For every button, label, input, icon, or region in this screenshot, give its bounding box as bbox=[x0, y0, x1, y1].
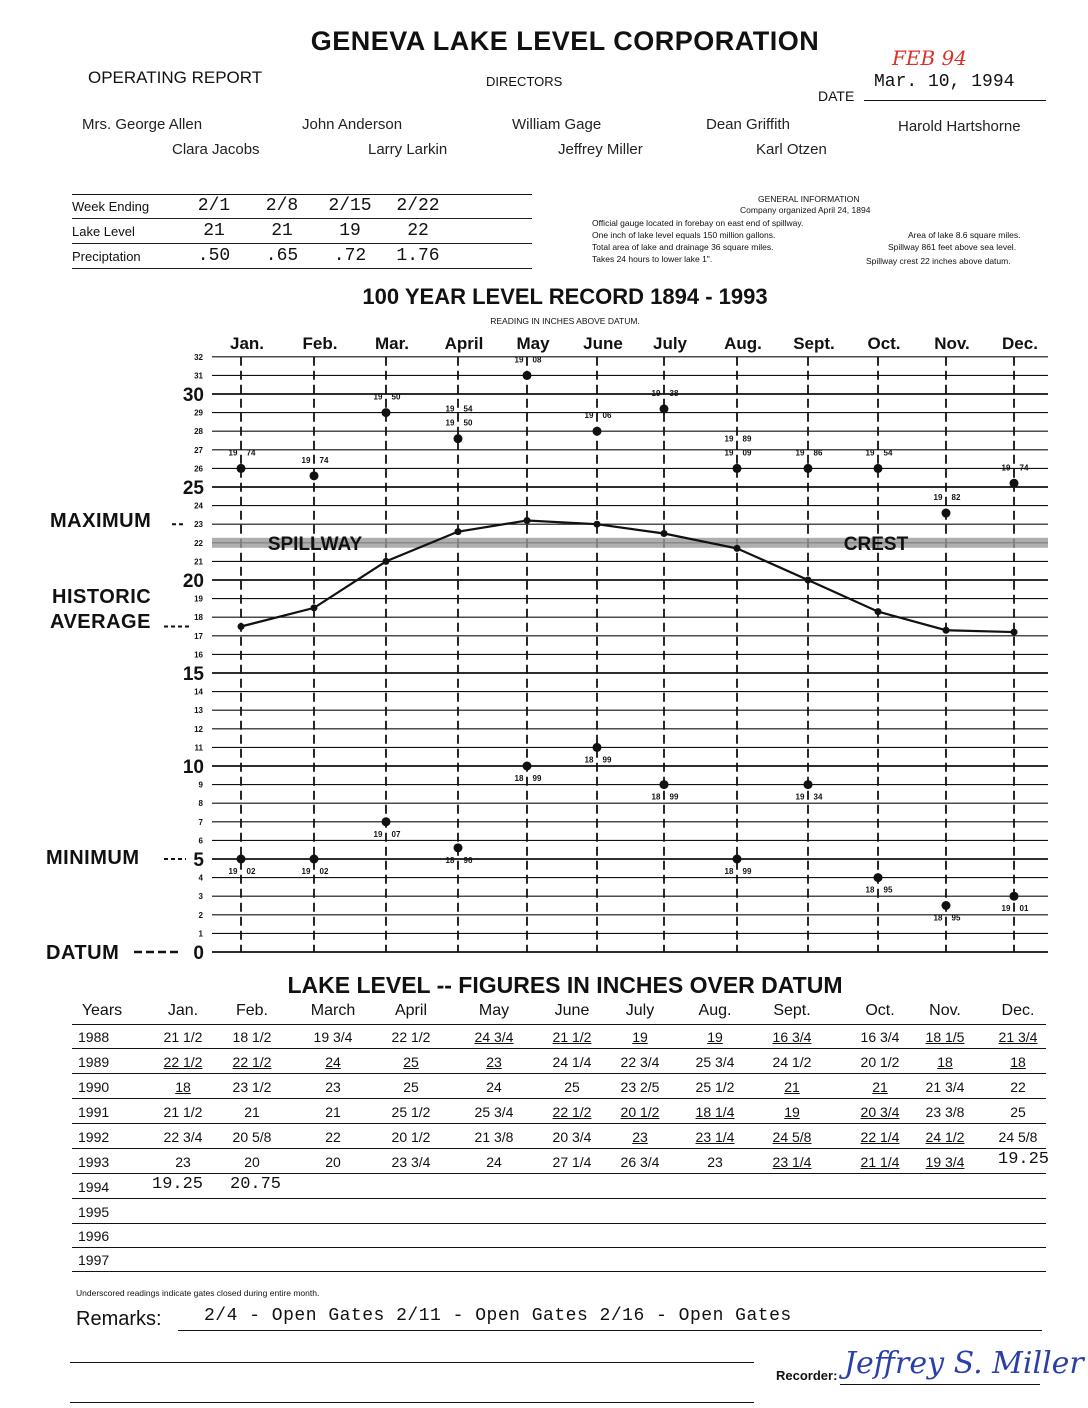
maximum-year-label: 38 bbox=[669, 388, 679, 398]
table-cell: 22 3/4 bbox=[163, 1129, 203, 1145]
column-header: June bbox=[554, 1002, 590, 1019]
minimum-year-label: 95 bbox=[883, 885, 893, 895]
remarks-line bbox=[178, 1330, 1042, 1331]
month-label: Aug. bbox=[724, 334, 762, 353]
table-cell: 16 3/4 bbox=[860, 1029, 900, 1045]
table-cell: 16 3/4 bbox=[772, 1029, 812, 1045]
y-major-tick-label: 5 bbox=[193, 850, 204, 871]
maximum-year-label: 19 bbox=[1001, 463, 1011, 473]
precipitation-value: .65 bbox=[248, 244, 316, 269]
minimum-year-label: 99 bbox=[532, 774, 542, 783]
director-name: Larry Larkin bbox=[368, 141, 448, 158]
remarks-text: 2/4 - Open Gates 2/11 - Open Gates 2/16 - Open Gates bbox=[204, 1306, 792, 1326]
maximum-point bbox=[733, 464, 742, 473]
y-major-tick-label: 10 bbox=[182, 757, 204, 778]
y-minor-tick-label: 12 bbox=[194, 724, 203, 734]
table-cell: 25 1/2 bbox=[695, 1079, 735, 1095]
director-name: Dean Griffith bbox=[706, 116, 790, 133]
maximum-year-label: 19 bbox=[724, 448, 734, 458]
table-cell: 23 3/4 bbox=[391, 1154, 431, 1170]
table-cell: 25 bbox=[403, 1079, 419, 1095]
column-header: Dec. bbox=[1001, 1002, 1035, 1019]
average-point bbox=[238, 623, 245, 630]
y-minor-tick-label: 7 bbox=[198, 817, 203, 827]
y-minor-tick-label: 3 bbox=[198, 892, 203, 902]
typed-value: 19.25 bbox=[152, 1175, 204, 1194]
minimum-year-label: 18 bbox=[724, 867, 734, 876]
director-name: John Anderson bbox=[302, 116, 403, 133]
table-cell: 24 3/4 bbox=[474, 1029, 514, 1045]
table-cell: 24 bbox=[325, 1054, 341, 1070]
maximum-year-label: 19 bbox=[584, 411, 594, 421]
average-point bbox=[805, 577, 812, 584]
y-minor-tick-label: 19 bbox=[194, 594, 203, 604]
minimum-year-label: 18 bbox=[933, 913, 943, 923]
maximum-year-label: 50 bbox=[463, 418, 473, 428]
maximum-year-label: 86 bbox=[813, 448, 823, 458]
minimum-year-label: 18 bbox=[445, 855, 455, 865]
table-cell: 21 3/4 bbox=[925, 1079, 965, 1095]
minimum-year-label: 34 bbox=[813, 792, 823, 802]
table-cell: 19 3/4 bbox=[313, 1029, 353, 1045]
month-label: Sept. bbox=[793, 334, 835, 353]
average-point bbox=[455, 528, 462, 535]
table-cell: 23 bbox=[486, 1054, 502, 1070]
minimum-point bbox=[382, 817, 391, 826]
average-point bbox=[383, 558, 390, 565]
typed-value: 20.75 bbox=[230, 1175, 282, 1194]
y-minor-tick-label: 14 bbox=[194, 687, 203, 697]
minimum-point bbox=[237, 855, 246, 864]
table-cell: 20 1/2 bbox=[620, 1104, 660, 1120]
table-cell: 21 1/2 bbox=[552, 1029, 592, 1045]
column-header: March bbox=[310, 1002, 356, 1019]
handwritten-note: FEB 94 bbox=[892, 46, 967, 70]
minimum-label: MINIMUM bbox=[46, 847, 140, 869]
y-minor-tick-label: 21 bbox=[194, 557, 203, 567]
table-cell: 18 1/4 bbox=[695, 1104, 735, 1120]
date-value: Mar. 10, 1994 bbox=[874, 72, 1015, 92]
table-cell: 20 3/4 bbox=[860, 1104, 900, 1120]
maximum-year-label: 74 bbox=[246, 448, 256, 458]
minimum-point bbox=[942, 901, 951, 910]
column-header: April bbox=[394, 1002, 427, 1019]
table-cell: 18 bbox=[937, 1054, 953, 1070]
week-value: 2/1 bbox=[180, 194, 248, 219]
table-cell: 25 bbox=[403, 1054, 419, 1070]
year-label: 1995 bbox=[78, 1204, 110, 1220]
general-info-line: Official gauge located in forebay on east end of spillway. bbox=[592, 218, 804, 228]
table-cell: 20 5/8 bbox=[232, 1129, 272, 1145]
year-label: 1996 bbox=[78, 1228, 110, 1244]
minimum-year-label: 18 bbox=[514, 774, 524, 783]
table-cell: 24 1/2 bbox=[925, 1129, 965, 1145]
y-minor-tick-label: 32 bbox=[194, 352, 203, 362]
table-cell: 21 3/4 bbox=[998, 1029, 1038, 1045]
y-minor-tick-label: 18 bbox=[194, 613, 203, 623]
maximum-year-label: 54 bbox=[883, 448, 893, 458]
table-cell: 25 bbox=[1010, 1104, 1026, 1120]
table-cell: 20 1/2 bbox=[860, 1054, 900, 1070]
table-title: LAKE LEVEL -- FIGURES IN INCHES OVER DATUM bbox=[287, 972, 843, 998]
lake-level-value: 19 bbox=[316, 219, 384, 244]
table-cell: 24 bbox=[486, 1154, 502, 1170]
recorder-label: Recorder: bbox=[776, 1368, 838, 1383]
table-cell: 19 bbox=[784, 1104, 800, 1120]
minimum-point bbox=[310, 855, 319, 864]
maximum-year-label: 19 bbox=[795, 448, 805, 458]
remarks-line-2 bbox=[70, 1362, 754, 1363]
month-label: July bbox=[652, 334, 688, 353]
directors-label: DIRECTORS bbox=[486, 74, 563, 89]
table-cell: 21 1/2 bbox=[163, 1104, 203, 1120]
chart-subtitle: READING IN INCHES ABOVE DATUM. bbox=[490, 316, 640, 326]
month-label: Feb. bbox=[302, 334, 338, 353]
column-header: Jan. bbox=[167, 1002, 199, 1019]
minimum-year-label: 18 bbox=[651, 792, 661, 802]
table-cell: 22 bbox=[1010, 1079, 1026, 1095]
week-value: 2/15 bbox=[316, 194, 384, 219]
minimum-year-label: 18 bbox=[584, 755, 594, 765]
maximum-point bbox=[1010, 479, 1019, 488]
year-label: 1991 bbox=[78, 1104, 110, 1120]
maximum-year-label: 19 bbox=[514, 355, 524, 365]
y-minor-tick-label: 29 bbox=[194, 408, 203, 418]
column-header: Oct. bbox=[865, 1002, 895, 1019]
table-cell: 22 bbox=[325, 1129, 341, 1145]
y-major-tick-label: 0 bbox=[193, 943, 204, 964]
table-cell: 25 3/4 bbox=[695, 1054, 735, 1070]
maximum-year-label: 19 bbox=[445, 418, 455, 428]
month-label: Dec. bbox=[1002, 334, 1038, 353]
maximum-year-label: 19 bbox=[445, 404, 455, 414]
minimum-year-label: 99 bbox=[742, 867, 752, 876]
column-header: Nov. bbox=[929, 1002, 961, 1019]
table-cell: 23 bbox=[707, 1154, 723, 1170]
month-label: June bbox=[583, 334, 623, 353]
minimum-year-label: 07 bbox=[391, 829, 401, 839]
minimum-point bbox=[660, 780, 669, 789]
row-label: Lake Level bbox=[72, 219, 180, 244]
remarks-line-3 bbox=[70, 1402, 754, 1403]
column-header: July bbox=[625, 1002, 655, 1019]
year-label: 1994 bbox=[78, 1179, 110, 1195]
typed-value: 19.25 bbox=[998, 1150, 1050, 1169]
report-label: OPERATING REPORT bbox=[88, 68, 263, 87]
director-name: Jeffrey Miller bbox=[558, 141, 643, 158]
y-major-tick-label: 20 bbox=[182, 571, 204, 592]
table-cell: 21 1/2 bbox=[163, 1029, 203, 1045]
maximum-year-label: 54 bbox=[463, 404, 473, 414]
table-cell: 23 bbox=[632, 1129, 648, 1145]
table-cell: 24 1/4 bbox=[552, 1054, 592, 1070]
table-cell: 26 3/4 bbox=[620, 1154, 660, 1170]
column-header: Years bbox=[81, 1002, 123, 1019]
table-cell: 21 bbox=[784, 1079, 800, 1095]
table-cell: 25 1/2 bbox=[391, 1104, 431, 1120]
minimum-year-label: 02 bbox=[319, 867, 329, 876]
maximum-year-label: 89 bbox=[742, 434, 752, 444]
y-major-tick-label: 30 bbox=[182, 385, 204, 406]
average-label: AVERAGE bbox=[50, 611, 151, 633]
month-label: Oct. bbox=[867, 334, 901, 353]
chart-title: 100 YEAR LEVEL RECORD 1894 - 1993 bbox=[362, 284, 768, 309]
general-info-line: Spillway crest 22 inches above datum. bbox=[866, 256, 1011, 266]
maximum-point bbox=[523, 371, 532, 380]
y-minor-tick-label: 16 bbox=[194, 650, 203, 660]
table-cell: 23 3/8 bbox=[925, 1104, 965, 1120]
maximum-year-label: 09 bbox=[742, 448, 752, 458]
historic-label: HISTORIC bbox=[52, 586, 152, 608]
year-label: 1989 bbox=[78, 1054, 110, 1070]
column-header: Sept. bbox=[773, 1002, 811, 1019]
maximum-point bbox=[593, 427, 602, 436]
table-cell: 24 5/8 bbox=[998, 1129, 1038, 1145]
director-name: Clara Jacobs bbox=[172, 141, 260, 158]
table-cell: 22 3/4 bbox=[620, 1054, 660, 1070]
average-point bbox=[311, 604, 318, 611]
maximum-year-label: 82 bbox=[951, 493, 961, 503]
y-minor-tick-label: 9 bbox=[198, 780, 203, 790]
y-minor-tick-label: 13 bbox=[194, 706, 203, 716]
maximum-year-label: 50 bbox=[391, 392, 401, 402]
date-label: DATE bbox=[818, 88, 855, 104]
table-cell: 27 1/4 bbox=[552, 1154, 592, 1170]
precipitation-value: .72 bbox=[316, 244, 384, 269]
director-name: Harold Hartshorne bbox=[898, 118, 1021, 135]
y-minor-tick-label: 23 bbox=[194, 520, 203, 530]
y-minor-tick-label: 24 bbox=[194, 501, 203, 511]
minimum-point bbox=[454, 843, 463, 852]
table-cell: 19 bbox=[632, 1029, 648, 1045]
minimum-point bbox=[1010, 892, 1019, 901]
maximum-year-label: 19 bbox=[933, 493, 943, 503]
table-cell: 20 3/4 bbox=[552, 1129, 592, 1145]
table-cell: 20 bbox=[244, 1154, 260, 1170]
y-minor-tick-label: 17 bbox=[194, 631, 203, 641]
general-info-heading: GENERAL INFORMATION bbox=[758, 194, 860, 204]
crest-text: CREST bbox=[843, 533, 909, 555]
table-cell: 23 2/5 bbox=[620, 1079, 660, 1095]
y-minor-tick-label: 28 bbox=[194, 427, 203, 437]
maximum-point bbox=[382, 408, 391, 417]
minimum-year-label: 95 bbox=[951, 913, 961, 923]
row-label: Week Ending bbox=[72, 194, 180, 219]
general-info-line: Takes 24 hours to lower lake 1". bbox=[592, 254, 713, 264]
minimum-year-label: 19 bbox=[301, 867, 311, 876]
minimum-year-label: 19 bbox=[373, 829, 383, 839]
month-label: Nov. bbox=[934, 334, 970, 353]
table-cell: 22 1/2 bbox=[163, 1054, 203, 1070]
minimum-year-label: 99 bbox=[602, 755, 612, 765]
average-point bbox=[1011, 629, 1018, 636]
maximum-year-label: 74 bbox=[1019, 463, 1029, 473]
row-label: Preciptation bbox=[72, 244, 180, 269]
column-header: May bbox=[478, 1002, 510, 1019]
minimum-year-label: 18 bbox=[865, 885, 875, 895]
general-info-line: Company organized April 24, 1894 bbox=[740, 205, 871, 215]
table-cell: 21 bbox=[872, 1079, 888, 1095]
y-minor-tick-label: 2 bbox=[198, 910, 203, 920]
table-cell: 20 1/2 bbox=[391, 1129, 431, 1145]
y-minor-tick-label: 11 bbox=[194, 743, 203, 753]
general-info-line: Spillway 861 feet above sea level. bbox=[888, 242, 1017, 252]
table-cell: 23 bbox=[325, 1079, 341, 1095]
maximum-point bbox=[237, 464, 246, 473]
table-cell: 21 1/4 bbox=[860, 1154, 900, 1170]
month-label: Mar. bbox=[374, 334, 410, 353]
table-cell: 18 1/5 bbox=[925, 1029, 965, 1045]
y-minor-tick-label: 26 bbox=[194, 464, 203, 474]
table-cell: 24 5/8 bbox=[772, 1129, 812, 1145]
maximum-label: MAXIMUM bbox=[50, 510, 152, 532]
average-point bbox=[524, 517, 531, 524]
table-cell: 22 1/4 bbox=[860, 1129, 900, 1145]
director-name: William Gage bbox=[512, 116, 602, 133]
table-cell: 23 1/4 bbox=[695, 1129, 735, 1145]
table-cell: 25 bbox=[564, 1079, 580, 1095]
month-label: May bbox=[516, 334, 550, 353]
maximum-year-label: 19 bbox=[301, 455, 311, 465]
table-cell: 24 bbox=[486, 1079, 502, 1095]
minimum-year-label: 02 bbox=[246, 867, 256, 876]
maximum-year-label: 19 bbox=[865, 448, 875, 458]
year-label: 1992 bbox=[78, 1129, 110, 1145]
table-cell: 22 1/2 bbox=[232, 1054, 272, 1070]
table-cell: 18 1/2 bbox=[232, 1029, 272, 1045]
average-point bbox=[943, 627, 950, 634]
maximum-point bbox=[874, 464, 883, 473]
minimum-year-label: 19 bbox=[1001, 904, 1011, 914]
precipitation-value: .50 bbox=[180, 244, 248, 269]
lake-level-value: 22 bbox=[384, 219, 452, 244]
general-info-line: Area of lake 8.6 square miles. bbox=[908, 230, 1021, 240]
table-cell: 18 bbox=[1010, 1054, 1026, 1070]
table-cell: 20 bbox=[325, 1154, 341, 1170]
director-name: Mrs. George Allen bbox=[82, 116, 203, 133]
minimum-point bbox=[804, 780, 813, 789]
underscore-note: Underscored readings indicate gates closed during entire month. bbox=[76, 1288, 320, 1298]
column-header: Aug. bbox=[698, 1002, 732, 1019]
y-minor-tick-label: 31 bbox=[194, 371, 203, 381]
minimum-point bbox=[523, 762, 532, 771]
maximum-year-label: 06 bbox=[602, 411, 612, 421]
average-point bbox=[661, 530, 668, 537]
table-cell: 22 1/2 bbox=[552, 1104, 592, 1120]
y-major-tick-label: 15 bbox=[182, 664, 204, 685]
year-label: 1990 bbox=[78, 1079, 110, 1095]
year-label: 1997 bbox=[78, 1252, 110, 1268]
maximum-point bbox=[454, 434, 463, 443]
table-cell: 19 bbox=[707, 1029, 723, 1045]
lake-level-value: 21 bbox=[180, 219, 248, 244]
table-cell: 21 bbox=[244, 1104, 260, 1120]
y-minor-tick-label: 4 bbox=[198, 873, 203, 883]
document-title: GENEVA LAKE LEVEL CORPORATION bbox=[310, 26, 820, 56]
y-minor-tick-label: 22 bbox=[194, 538, 203, 548]
lake-level-value: 21 bbox=[248, 219, 316, 244]
maximum-year-label: 19 bbox=[651, 388, 661, 398]
table-cell: 24 1/2 bbox=[772, 1054, 812, 1070]
y-minor-tick-label: 6 bbox=[198, 836, 203, 846]
table-cell: 21 bbox=[325, 1104, 341, 1120]
week-value: 2/22 bbox=[384, 194, 452, 219]
minimum-year-label: 01 bbox=[1019, 904, 1029, 914]
table-cell: 23 1/2 bbox=[232, 1079, 272, 1095]
remarks-label: Remarks: bbox=[76, 1308, 162, 1330]
minimum-point bbox=[733, 855, 742, 864]
table-cell: 25 3/4 bbox=[474, 1104, 514, 1120]
average-point bbox=[594, 521, 601, 528]
datum-label: DATUM bbox=[46, 942, 120, 964]
maximum-year-label: 19 bbox=[228, 448, 238, 458]
y-major-tick-label: 25 bbox=[182, 478, 204, 499]
recorder-signature: Jeffrey S. Miller bbox=[844, 1346, 1084, 1381]
director-name: Karl Otzen bbox=[756, 141, 827, 158]
minimum-point bbox=[593, 743, 602, 752]
maximum-year-label: 74 bbox=[319, 455, 329, 465]
maximum-year-label: 08 bbox=[532, 355, 542, 365]
minimum-point bbox=[874, 873, 883, 882]
month-label: April bbox=[444, 334, 484, 353]
minimum-year-label: 96 bbox=[463, 855, 473, 865]
y-minor-tick-label: 27 bbox=[194, 445, 203, 455]
table-cell: 22 1/2 bbox=[391, 1029, 431, 1045]
table-cell: 23 1/4 bbox=[772, 1154, 812, 1170]
maximum-point bbox=[660, 404, 669, 413]
month-label: Jan. bbox=[229, 334, 265, 353]
year-label: 1988 bbox=[78, 1029, 110, 1045]
column-header: Feb. bbox=[235, 1002, 268, 1019]
minimum-year-label: 19 bbox=[228, 867, 238, 876]
y-minor-tick-label: 8 bbox=[198, 799, 203, 809]
maximum-point bbox=[804, 464, 813, 473]
recorder-line bbox=[840, 1384, 1040, 1385]
table-cell: 21 3/8 bbox=[474, 1129, 514, 1145]
table-cell: 19 3/4 bbox=[925, 1154, 965, 1170]
general-info-line: Total area of lake and drainage 36 square miles. bbox=[592, 242, 774, 252]
maximum-year-label: 19 bbox=[724, 434, 734, 444]
average-point bbox=[734, 545, 741, 552]
week-value: 2/8 bbox=[248, 194, 316, 219]
maximum-year-label: 19 bbox=[373, 392, 383, 402]
table-cell: 23 bbox=[175, 1154, 191, 1170]
maximum-point bbox=[310, 471, 319, 480]
spillway-text: SPILLWAY bbox=[267, 533, 363, 555]
year-label: 1993 bbox=[78, 1154, 110, 1170]
minimum-year-label: 19 bbox=[795, 792, 805, 802]
average-point bbox=[875, 608, 882, 615]
minimum-year-label: 99 bbox=[669, 792, 679, 802]
precipitation-value: 1.76 bbox=[384, 244, 452, 269]
maximum-point bbox=[942, 509, 951, 518]
y-minor-tick-label: 1 bbox=[198, 929, 203, 939]
table-cell: 18 bbox=[175, 1079, 191, 1095]
general-info-line: One inch of lake level equals 150 million gallons. bbox=[592, 230, 776, 240]
